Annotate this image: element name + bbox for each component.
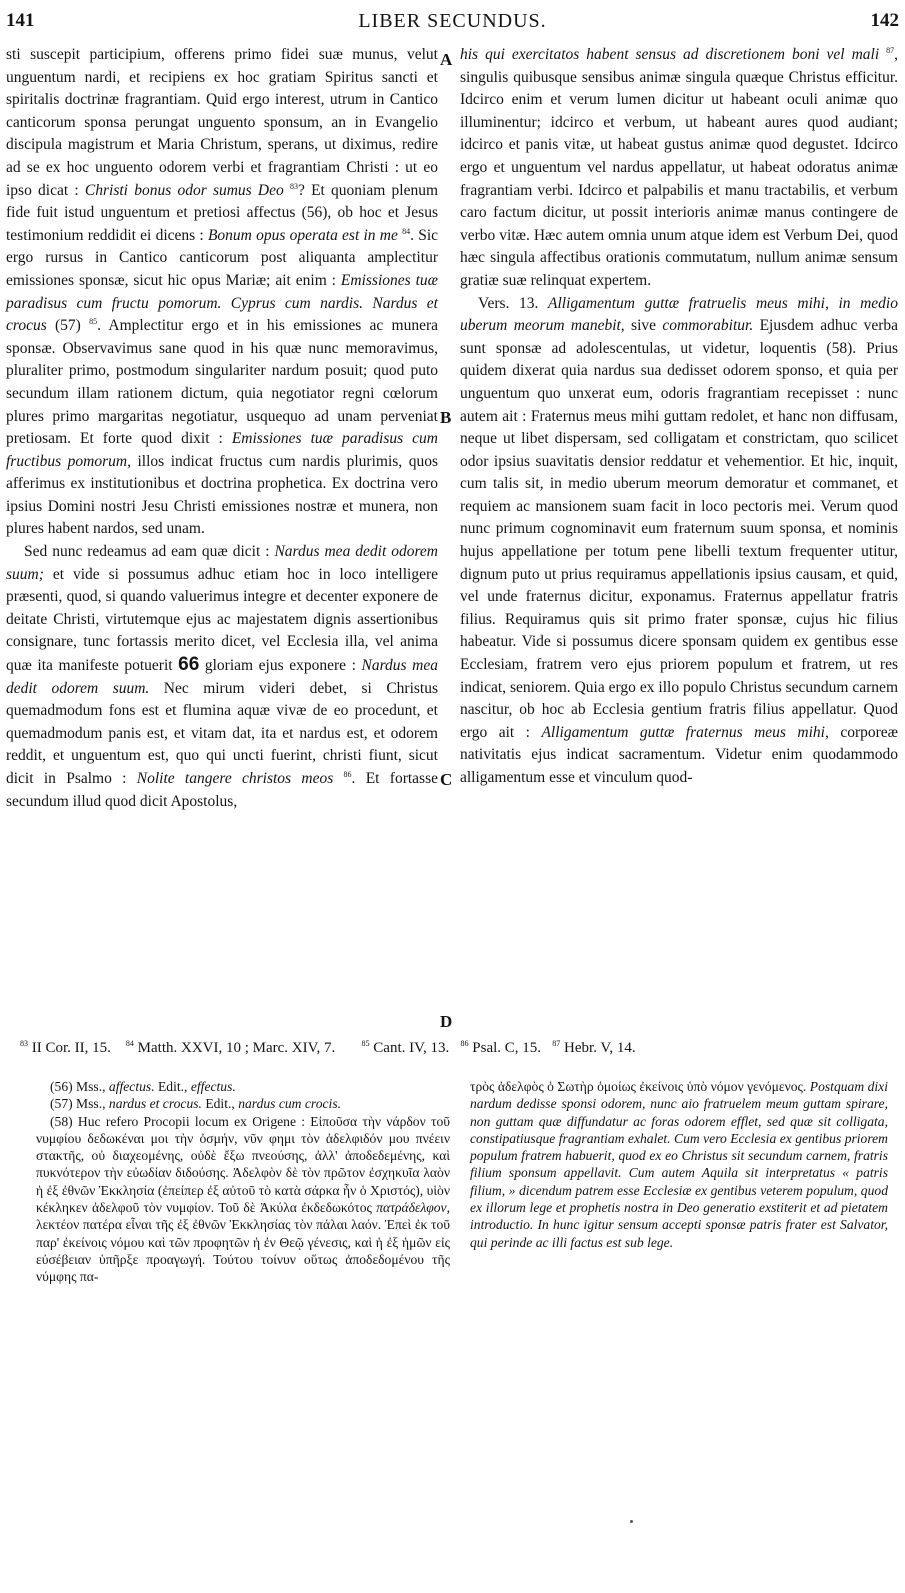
ink-speck bbox=[630, 1520, 633, 1523]
note: (57) Mss., nardus et crocus. Edit., nardus cum crocis. bbox=[50, 1096, 342, 1112]
footnote-ref: 84 bbox=[402, 226, 411, 236]
footnote-ref: 86 bbox=[343, 769, 352, 779]
page-number-left: 141 bbox=[6, 10, 35, 31]
column-number: 66 bbox=[178, 654, 200, 676]
footnote-ref: 83 bbox=[289, 181, 298, 191]
margin-mark-b: B bbox=[440, 408, 452, 427]
paragraph: Sed nunc redeamus ad eam quæ dicit : Nardus mea dedit odorem suum; et vide si possumus adhuc etiam hoc in loco intelligere præsenti, quod, si quando valuerimus integre et decenter exponere de deitate Christi, virtutemque ejus ac majestatem dignis assertionibus consignare, tunc fortassis merito dicet, vel Ecclesia illa, vel anima quæ ita manifeste potuerit 66 gloriam ejus exponere : Nardus mea dedit odorem suum. Nec mirum videri debet, si Christus quemadmodum fons est et flumina aquæ vivæ de eo procedunt, et quemadmodum panis est, et vitam dat, ita et nardus est, et odorem reddit, et unguentum est, quo qui uncti fuerint, christi fiunt, sicut dicit in Psalmo : Nolite tangere christos meos $^{86}$. Et fortasse secundum illud quod dicit Apostolus, bbox=[6, 543, 438, 810]
note: τρὸς ἀδελφὸς ὁ Σωτὴρ ὁμοίως ἐκείνοις ὑπὸ νόμον γενόμενος. Postquam dixi nardum dedisse sponsi odorem, nunc aio fratruelem meum guttam spirare, non guttam quæ diffundatur ac foras odorem efflet, sed quæ sit colligata, constipatiusque fragrantiam exhalet. Cum vero Ecclesia ex gentibus priorem populum fratrem habuerit, quod ex eo Christus sit secundum carnem, fratris filium sponsum appellavit. Cum autem Aquila sit interpretatus « patris filium, » dicendum patrem esse Ecclesiæ ex gentibus veterem populum, quod ex illorum lege et prophetis nostra in Deo generatio exstiterit et ad pietatem introductio. In hunc igitur sensum accepti sponsæ patris frater est Salvator, qui perinde ac illi factus est sub lege. bbox=[470, 1079, 888, 1250]
page-header bbox=[6, 4, 899, 36]
note: (58) Huc refero Procopii locum ex Origene : Εἰποῦσα τὴν νάρδον τοῦ νυμφίου δεδωκέναι μοι τὴν ὀσμήν, νῦν φημι τὸν ἀδελφιδόν μου πνέειν στακτῆς, οὐ διαχεομένης, οὐδὲ ἔξω πνεούσης, ἀλλ' ἀποδεδεμένης, καὶ πυκνότερον τὴν εὐωδίαν διδούσης. Ἀδελφὸν δὲ τὸν πρῶτον ἐσχηκυῖα λαὸν ἡ ἐξ ἐθνῶν Ἐκκλησία (ἐπείπερ ἐξ αὐτοῦ τὸ κατὰ σάρκα ἦν ὁ Χριστός), υἱὸν κέκληκεν ἀδελφοῦ τὸν νυμφίον. Τοῦ δὲ Ἀκύλα ἐκδεδωκότος πατράδελφον, λεκτέον πατέρα εἶναι τῆς ἐξ ἐθνῶν Ἐκκλησίας τὸν πάλαι λαόν. Ἐπεὶ ἐκ τοῦ παρ' ἐκείνοις νόμου καὶ τῶν προφητῶν ἡ ἐν Θεῷ γένεσις, καὶ ἡ ἐξ ἡμῶν εἰς εὐσέβειαν ὑπῆρξε προαγωγή. Τούτου τοίνυν οὕτως ἀποδεδομένου τῆς νύμφης πα- bbox=[36, 1113, 450, 1285]
paragraph: Vers. 13. Alligamentum guttæ fratruelis meus mihi, in medio uberum meorum manebit, sive commorabitur. Ejusdem adhuc verba sunt sponsæ ad adolescentulas, ut videtur, loquentis (58). Prius quidem dixerat quia nardus sua dedisset odorem sponso, et quia per unguentum quo unxerat eum, odoris fragrantiam recepisset : nunc autem ait : Fraternus meus mihi guttam redolet, et hanc non diffusam, neque ut libet dispersam, sed colligatam et constrictam, quo scilicet odor ipsius suavitatis densior reddatur et vehementior. Et hic, inquit, cum talis sit, in medio uberum meorum demoratur et commanet, et requiem ac mansionem suam facit in loco pectoris mei. Verum quod nunc primum cognominavit eum fraternum suum sponsa, et nominis hujus appellatione per totum pene libelli textum frequenter utitur, dignum puto ut prius requiramus appellationis ipsius causam, et quid, vel unde fraternus dicitur, exponamus. Fraternus appellatur fratris filius. Requiramus quis sit primo frater sponsæ, cujus hic filius habeatur. Vide si possumus dicere sponsam quidem ex gentibus esse Ecclesiam, fratrem vero ejus priorem populum et fratrem, ut res indicat, seniorem. Quia ergo ex illo populo Christus secundum carnem nascitur, ob hoc ab Ecclesia gentium fratris filius appellatur. Quod ergo ait : Alligamentum guttæ fraternus meus mihi, corporeæ nativitatis ejus indicat sacramentum. Videtur enim quodammodo alligamentum esse et vinculum quod- bbox=[460, 294, 899, 786]
editorial-notes-right bbox=[470, 1078, 888, 1251]
running-title: LIBER SECUNDUS. bbox=[358, 10, 547, 32]
right-column bbox=[460, 44, 898, 790]
margin-mark-c: C bbox=[440, 770, 453, 789]
margin-mark-a: A bbox=[440, 50, 453, 69]
page-number-right: 142 bbox=[870, 10, 899, 31]
note: (56) Mss., affectus. Edit., effectus. bbox=[50, 1079, 236, 1094]
footnote-ref: 87 bbox=[886, 45, 895, 55]
footnote-ref: 85 bbox=[89, 316, 98, 326]
paragraph: his qui exercitatos habent sensus ad discretionem boni vel mali $^{87}$, singulis quibusque sensibus animæ singula quæque Christus efficitur. Idcirco enim et verum lumen dicitur ut habeant oculi animæ quo illuminentur; idcirco et verbum, ut habeant aures quod audiant; idcirco et panis vitæ, ut habeat gustus animæ quod degustet. Idcirco ergo et unguentum vel nardus appellatur, ut habeat odoratus animæ fragrantiam verbi. Idcirco et palpabilis et manu tractabilis, et verbum caro factum dicitur, ut possit interioris animæ manus contingere de verbo vitæ. Hæc autem omnia unum atque idem est Verbum Dei, quod hæc singula affectibus orationis commutatum, nullum animæ sensum gratiæ suæ relinquat expertem. bbox=[460, 45, 898, 289]
editorial-notes-left bbox=[36, 1078, 450, 1286]
scripture-footnotes: $^{83}$ II Cor. II, 15. $^{84}$ Matth. XXVI, 10 ; Marc. XIV, 7. $^{85}$ Cant. IV, 13. $^{86}$ Psal. C, 15. $^{87}$ Hebr. V, 14. bbox=[20, 1040, 636, 1056]
left-column bbox=[6, 44, 438, 813]
margin-mark-d: D bbox=[440, 1012, 453, 1031]
paragraph: sti suscepit participium, offerens primo fidei suæ munus, velut unguentum nardi, et recipiens ex hoc gratiam Spiritus sancti et spiritalis doctrinæ fragrantiam. Quid ergo interest, utrum in Cantico canticorum sponsa perungat unguento sponsum, an in Evangelio discipula magistrum et Maria Christum, sperans, ut diximus, redire ad se ex hoc unguento odorem verbi et fragrantiam Christi : ut eo ipso dicat : Christi bonus odor sumus Deo $^{83}$? Et quoniam plenum fide fuit istud unguentum et pretiosi affectus (56), ob hoc et Jesus testimonium reddidit ei dicens : Bonum opus operata est in me $^{84}$. Sic ergo rursus in Cantico canticorum post aliquanta amplectitur emissiones sponsæ, sicut hic opus Mariæ; ait enim : Emissiones tuæ paradisus cum fructu pomorum. Cyprus cum nardis. Nardus et crocus (57) $^{85}$. Amplectitur ergo et in his emissiones ac munera sponsæ. Observavimus sane quod in his quæ nunc memoravimus, pluraliter primo, postmodum singulariter nardum posuit; quod puto secundum illam rationem dictum, quia negotiator regni cœlorum plures primo margaritas negotiatur, usquequo ad unam perveniat pretiosam. Et forte quod dixit : Emissiones tuæ paradisus cum fructibus pomorum, illos indicat fructus cum nardis plurimis, quos afferimus ex institutionibus et doctrina prophetica. Ex doctrina vero ipsius Domini nostri Jesu Christi emissiones nostræ et munera, non plures habent nardos, sed unam. bbox=[6, 46, 439, 538]
